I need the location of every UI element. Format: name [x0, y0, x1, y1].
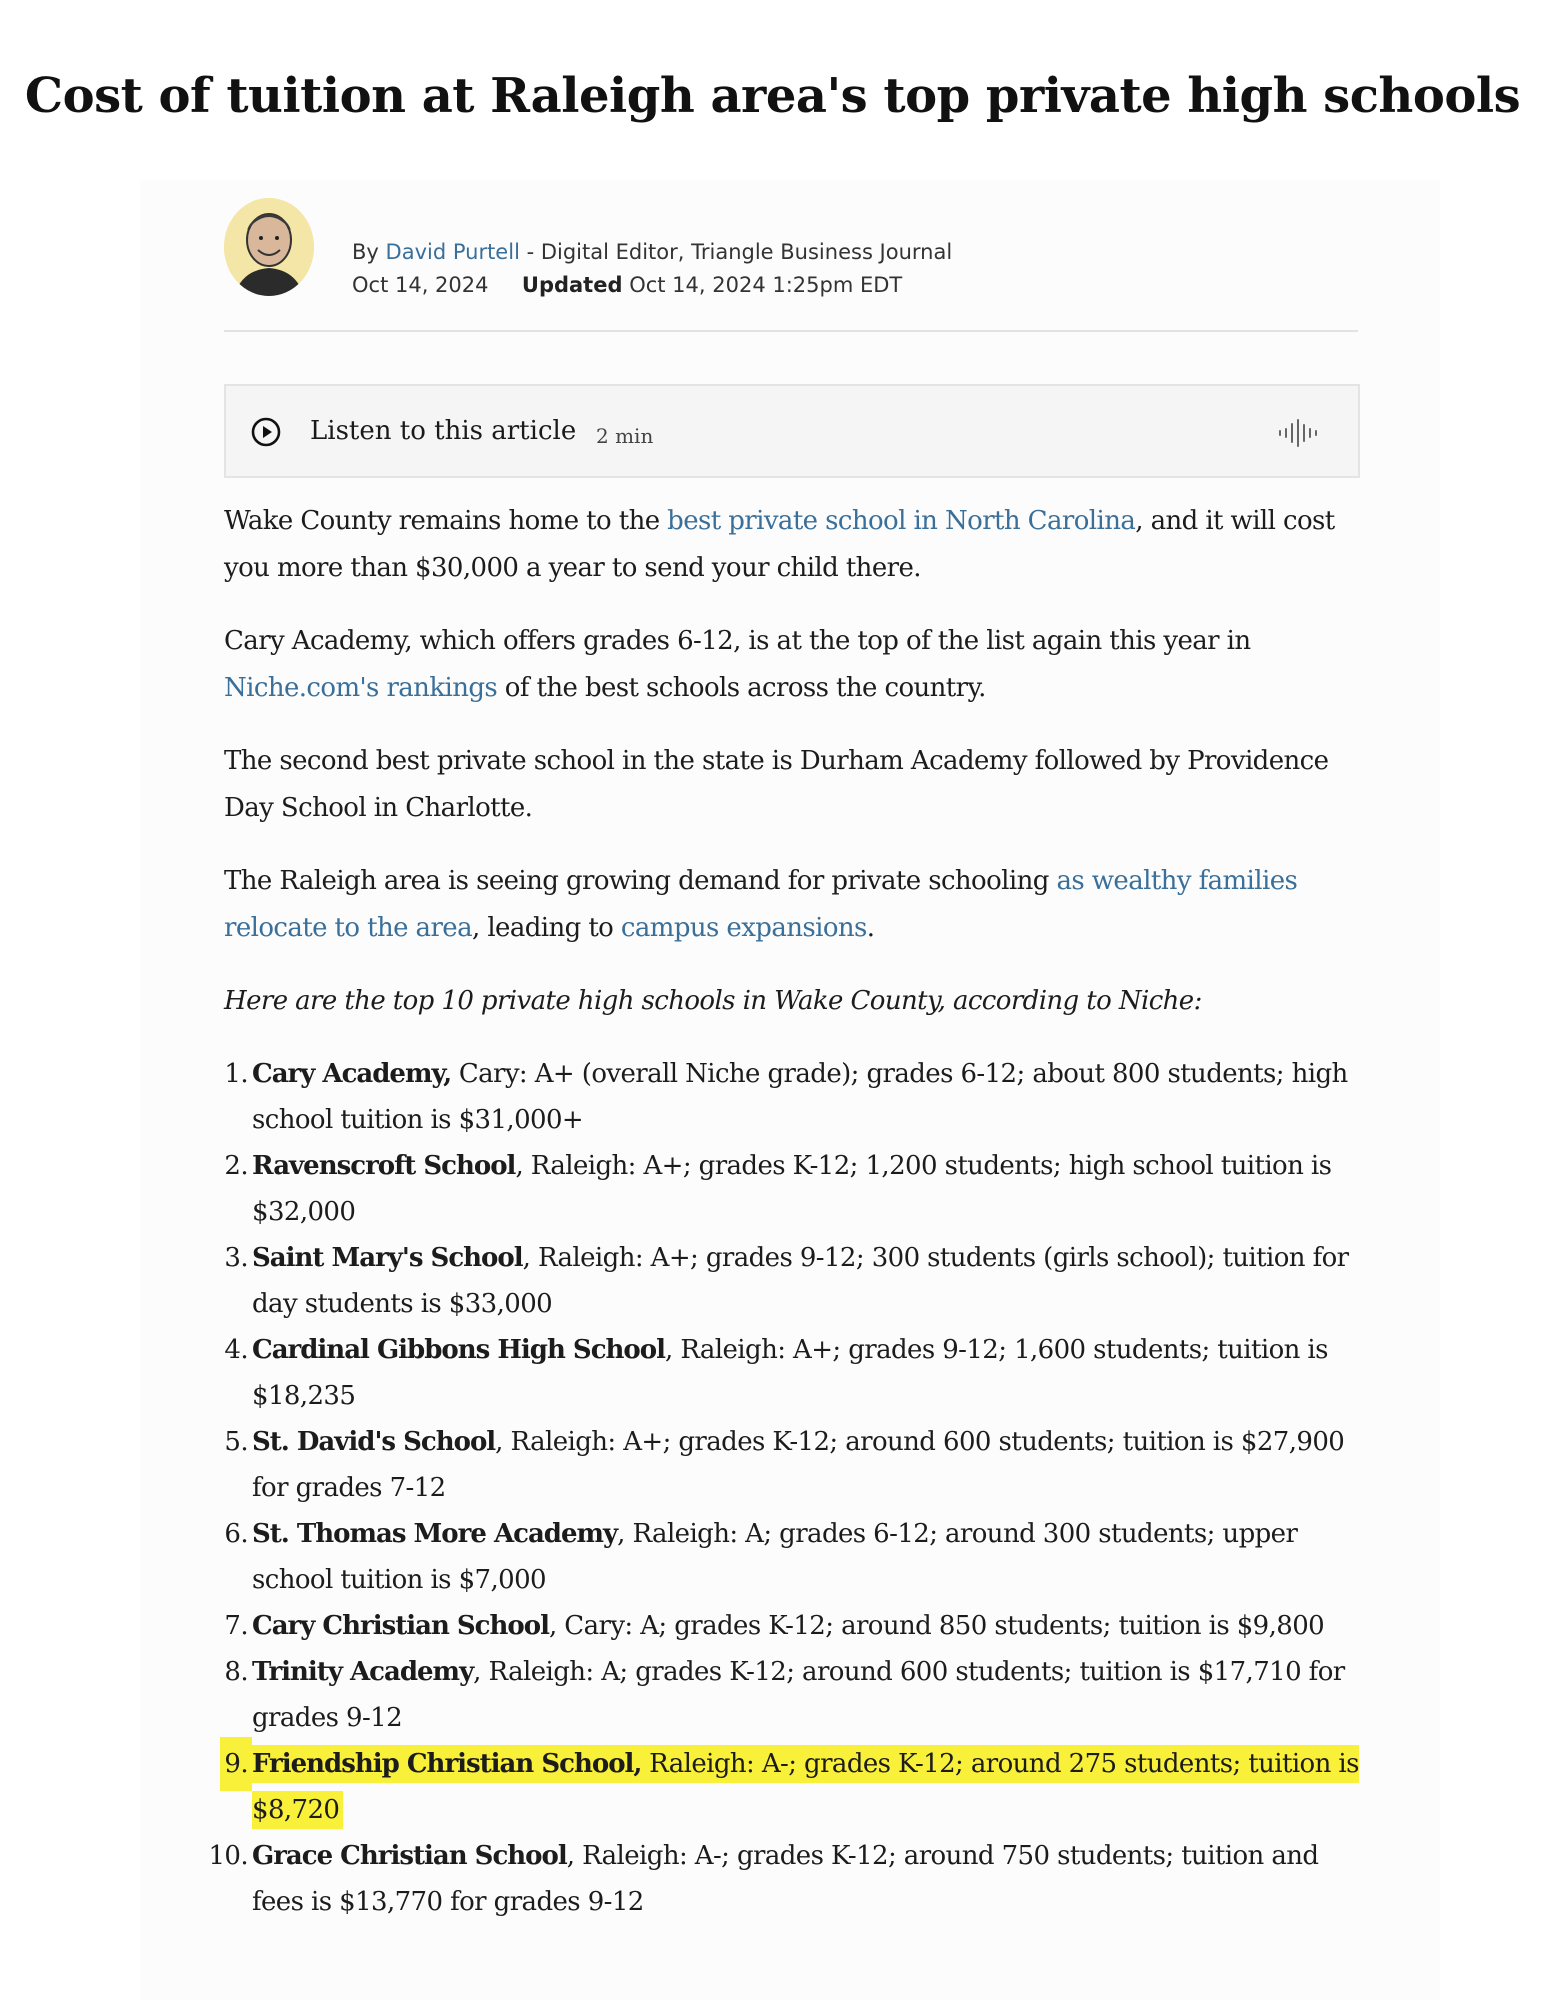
list-item	[224, 1143, 1374, 1235]
list-number: 10.	[208, 1841, 248, 1871]
byline-text	[352, 236, 952, 302]
byline	[224, 198, 1358, 310]
school-name: Cary Academy,	[252, 1059, 452, 1089]
list-item	[224, 1649, 1374, 1741]
list-item	[208, 1833, 1374, 1925]
best-private-school-link[interactable]: best private school in North Carolina	[667, 506, 1136, 536]
list-number: 1.	[224, 1059, 248, 1089]
list-number: 4.	[224, 1335, 248, 1365]
school-name: Cary Christian School	[252, 1611, 549, 1641]
article-card	[140, 180, 1440, 2000]
publish-date: Oct 14, 2024	[352, 273, 489, 297]
school-details: , Raleigh: A; grades K-12; around 600 students; tuition is $17,710 for grades 9-12	[252, 1657, 1345, 1733]
byline-divider	[224, 330, 1358, 332]
author-link[interactable]: David Purtell	[385, 240, 520, 264]
school-details: Cary: A+ (overall Niche grade); grades 6-12; about 800 students; high school tuition is $31,000+	[252, 1059, 1348, 1135]
school-list	[208, 1051, 1374, 1925]
p1-text-a: Wake County remains home to the	[224, 506, 668, 536]
list-number: 3.	[224, 1243, 248, 1273]
list-number: 8.	[224, 1657, 248, 1687]
campus-expansions-link[interactable]: campus expansions	[620, 913, 867, 943]
list-number: 5.	[224, 1427, 248, 1457]
list-item	[224, 1511, 1374, 1603]
list-item	[224, 1051, 1374, 1143]
list-item-highlighted	[224, 1741, 1374, 1833]
byline-by: By	[352, 240, 379, 264]
school-name: Ravenscroft School	[252, 1151, 516, 1181]
audio-player[interactable]	[224, 384, 1360, 478]
school-name: St. Thomas More Academy	[252, 1519, 618, 1549]
page-title: Cost of tuition at Raleigh area's top private high schools	[24, 68, 1521, 124]
play-circle-icon[interactable]	[250, 416, 282, 448]
niche-rankings-link[interactable]: Niche.com's rankings	[224, 673, 498, 703]
updated-label: Updated	[521, 273, 623, 297]
list-number: 9.	[224, 1741, 248, 1787]
school-name: Trinity Academy	[252, 1657, 474, 1687]
list-item	[224, 1235, 1374, 1327]
school-details: , Raleigh: A+; grades K-12; around 600 students; tuition is $27,900 for grades 7-12	[252, 1427, 1345, 1503]
list-number: 2.	[224, 1151, 248, 1181]
school-name: Grace Christian School	[252, 1841, 567, 1871]
p4-text-a: The Raleigh area is seeing growing demand for private schooling	[224, 866, 1057, 896]
p2-text-a: Cary Academy, which offers grades 6-12, is at the top of the list again this year in	[224, 626, 1251, 656]
article-body	[208, 498, 1374, 1925]
audio-wave-icon	[1276, 416, 1320, 450]
school-name: Saint Mary's School	[252, 1243, 523, 1273]
school-name: St. David's School	[252, 1427, 496, 1457]
paragraph-2	[224, 618, 1374, 712]
list-number: 6.	[224, 1519, 248, 1549]
list-item	[224, 1327, 1374, 1419]
wealthy-families-link[interactable]: as wealthy families relocate to the area	[224, 866, 1298, 943]
list-number: 7.	[224, 1611, 248, 1641]
p2-text-b: of the best schools across the country.	[497, 673, 986, 703]
p1-text-b: , and it will cost you more than $30,000 a year to send your child there.	[224, 506, 1335, 583]
audio-duration: 2 min	[596, 424, 654, 448]
p4-text-c: .	[866, 913, 875, 943]
listen-label[interactable]: Listen to this article	[310, 416, 577, 446]
list-item	[224, 1603, 1374, 1649]
p4-text-b: , leading to	[471, 913, 621, 943]
author-avatar[interactable]	[224, 198, 314, 296]
paragraph-4	[224, 858, 1374, 952]
school-details: , Cary: A; grades K-12; around 850 students; tuition is $9,800	[548, 1611, 1325, 1641]
school-details: , Raleigh: A-; grades K-12; around 750 students; tuition and fees is $13,770 for grades 9-12	[252, 1841, 1319, 1917]
list-intro: Here are the top 10 private high schools in Wake County, according to Niche:	[224, 986, 1202, 1016]
paragraph-3: The second best private school in the state is Durham Academy followed by Providence Day School in Charlotte.	[224, 746, 1329, 823]
paragraph-1	[224, 498, 1374, 592]
updated-date: Oct 14, 2024 1:25pm EDT	[629, 273, 903, 297]
author-role: - Digital Editor, Triangle Business Journal	[526, 240, 953, 264]
school-name: Cardinal Gibbons High School	[252, 1335, 665, 1365]
school-details: Raleigh: A-; grades K-12; around 275 students; tuition is $8,720	[252, 1749, 1359, 1825]
school-details: , Raleigh: A+; grades 9-12; 1,600 students; tuition is $18,235	[252, 1335, 1328, 1411]
school-name: Friendship Christian School,	[252, 1749, 642, 1779]
school-details: , Raleigh: A; grades 6-12; around 300 students; upper school tuition is $7,000	[252, 1519, 1298, 1595]
school-details: , Raleigh: A+; grades 9-12; 300 students (girls school); tuition for day students is $33,000	[252, 1243, 1349, 1319]
list-item	[224, 1419, 1374, 1511]
school-details: , Raleigh: A+; grades K-12; 1,200 students; high school tuition is $32,000	[252, 1151, 1332, 1227]
